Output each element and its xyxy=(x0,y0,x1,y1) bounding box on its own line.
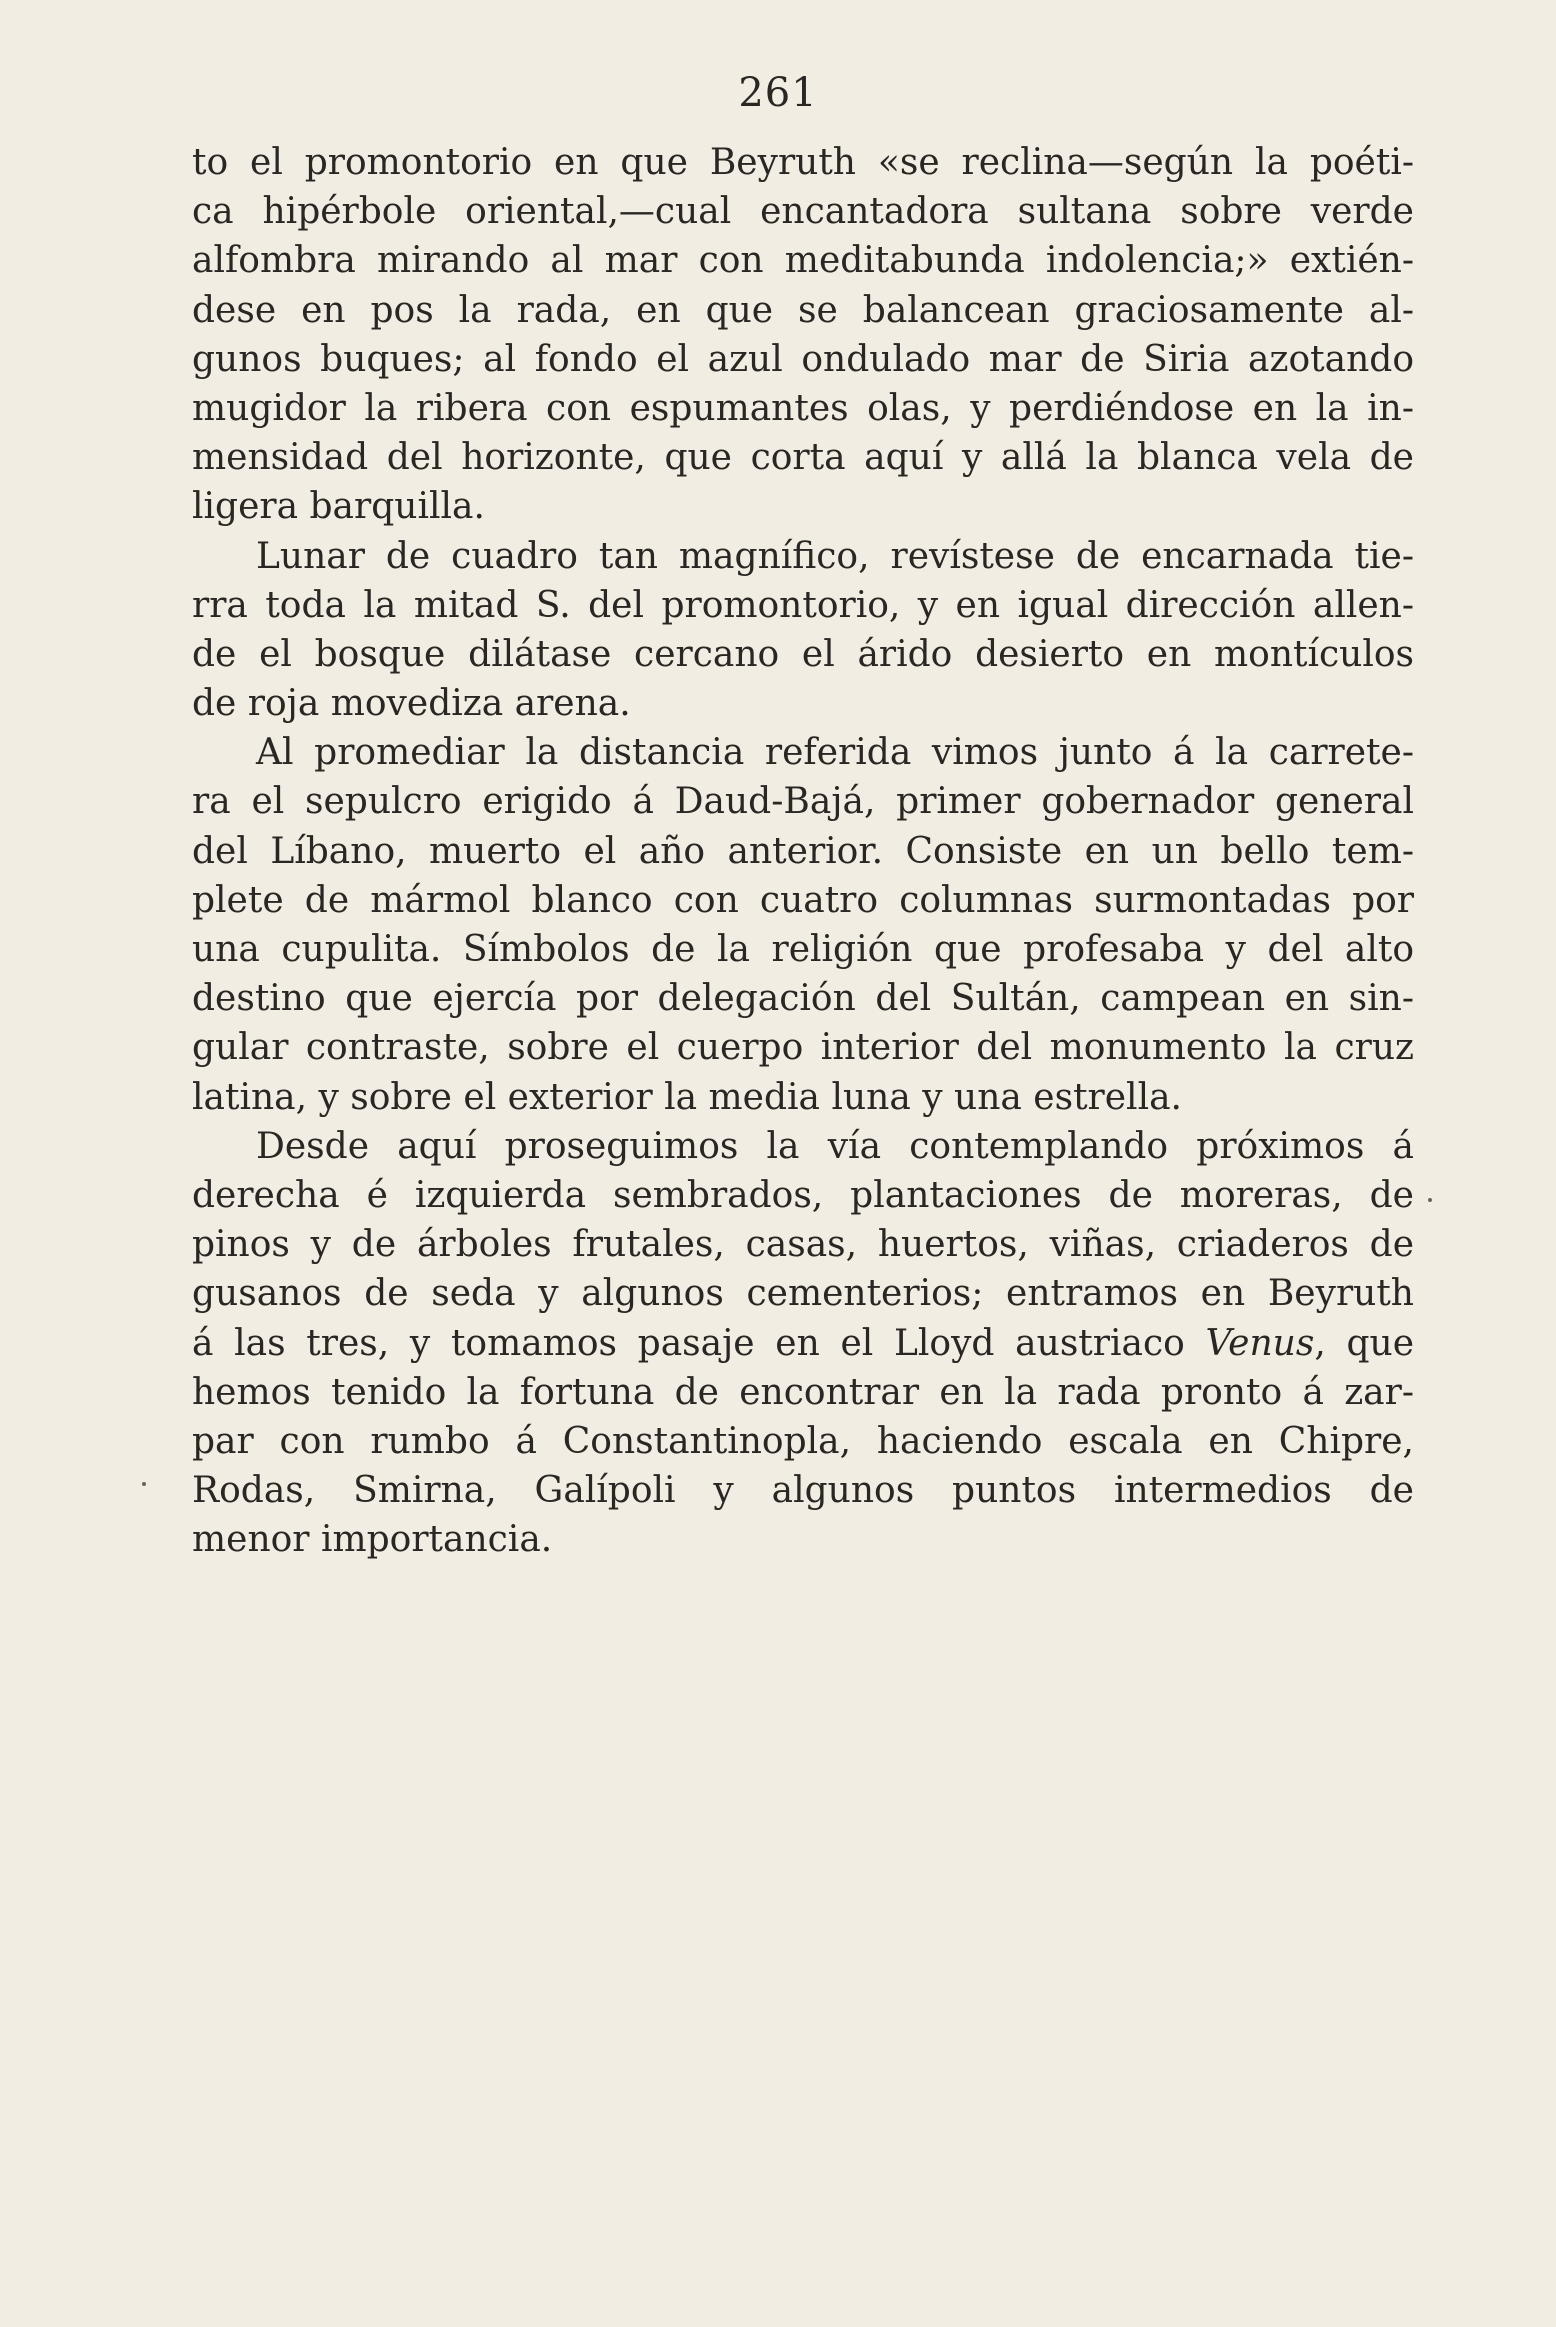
text-line: mensidad del horizonte, que corta aquí y allá la blanca vela de xyxy=(192,437,1414,479)
text-line: derecha é izquierda sembrados, plantaciones de moreras, de xyxy=(192,1174,1414,1216)
text-line-end: , que xyxy=(1314,1322,1415,1364)
text-line: Lunar de cuadro tan magnífico, revístese de encarnada tie- xyxy=(256,535,1414,577)
text-line: gusanos de seda y algunos cementerios; entramos en Beyruth xyxy=(192,1273,1414,1315)
text-line: alfombra mirando al mar con meditabunda indolencia;» extién- xyxy=(192,240,1414,282)
ship-name: Venus xyxy=(1205,1322,1315,1364)
text-line: gular contraste, sobre el cuerpo interior del monumento la cruz xyxy=(192,1027,1414,1069)
text-line: dese en pos la rada, en que se balancean graciosamente al- xyxy=(192,289,1414,331)
text-line: ra el sepulcro erigido á Daud-Bajá, primer gobernador general xyxy=(192,781,1414,823)
text-line: de roja movediza arena. xyxy=(192,683,631,725)
print-speck xyxy=(142,1482,146,1486)
text-line: rra toda la mitad S. del promontorio, y en igual dirección allen- xyxy=(192,584,1414,626)
text-line: destino que ejercía por delegación del Sultán, campean en sin- xyxy=(192,978,1414,1020)
text-line: gunos buques; al fondo el azul ondulado mar de Siria azotando xyxy=(192,338,1414,380)
page-number: 261 xyxy=(738,70,818,116)
text-line: Desde aquí proseguimos la vía contemplando próximos á xyxy=(256,1125,1414,1167)
text-line: latina, y sobre el exterior la media luna y una estrella. xyxy=(192,1076,1182,1118)
text-line: una cupulita. Símbolos de la religión que profesaba y del alto xyxy=(192,929,1414,970)
text-line: hemos tenido la fortuna de encontrar en la rada pronto á zar- xyxy=(192,1371,1414,1413)
body-text xyxy=(192,138,1414,1564)
print-speck xyxy=(1428,1198,1432,1202)
text-line: par con rumbo á Constantinopla, haciendo escala en Chipre, xyxy=(192,1420,1414,1462)
text-line: Rodas, Smirna, Galípoli y algunos puntos intermedios de xyxy=(192,1470,1414,1512)
text-line: pinos y de árboles frutales, casas, huertos, viñas, criaderos de xyxy=(192,1224,1414,1266)
text-line: del Líbano, muerto el año anterior. Consiste en un bello tem- xyxy=(192,830,1414,872)
text-line: de el bosque dilátase cercano el árido desierto en montículos xyxy=(192,633,1414,675)
text-line: ca hipérbole oriental,—cual encantadora sultana sobre verde xyxy=(192,191,1414,233)
text-line: menor importancia. xyxy=(192,1519,553,1561)
text-line-start: á las tres, y tomamos pasaje en el Lloyd austriaco xyxy=(192,1322,1206,1364)
text-line: mugidor la ribera con espumantes olas, y perdiéndose en la in- xyxy=(192,387,1414,429)
text-line: to el promontorio en que Beyruth «se reclina—según la poéti- xyxy=(192,142,1414,183)
text-line: ligera barquilla. xyxy=(192,486,485,528)
text-line-with-italic xyxy=(192,1319,1414,1368)
text-line: Al promediar la distancia referida vimos junto á la carrete- xyxy=(256,732,1414,774)
text-line: plete de mármol blanco con cuatro columnas surmontadas por xyxy=(192,879,1414,921)
